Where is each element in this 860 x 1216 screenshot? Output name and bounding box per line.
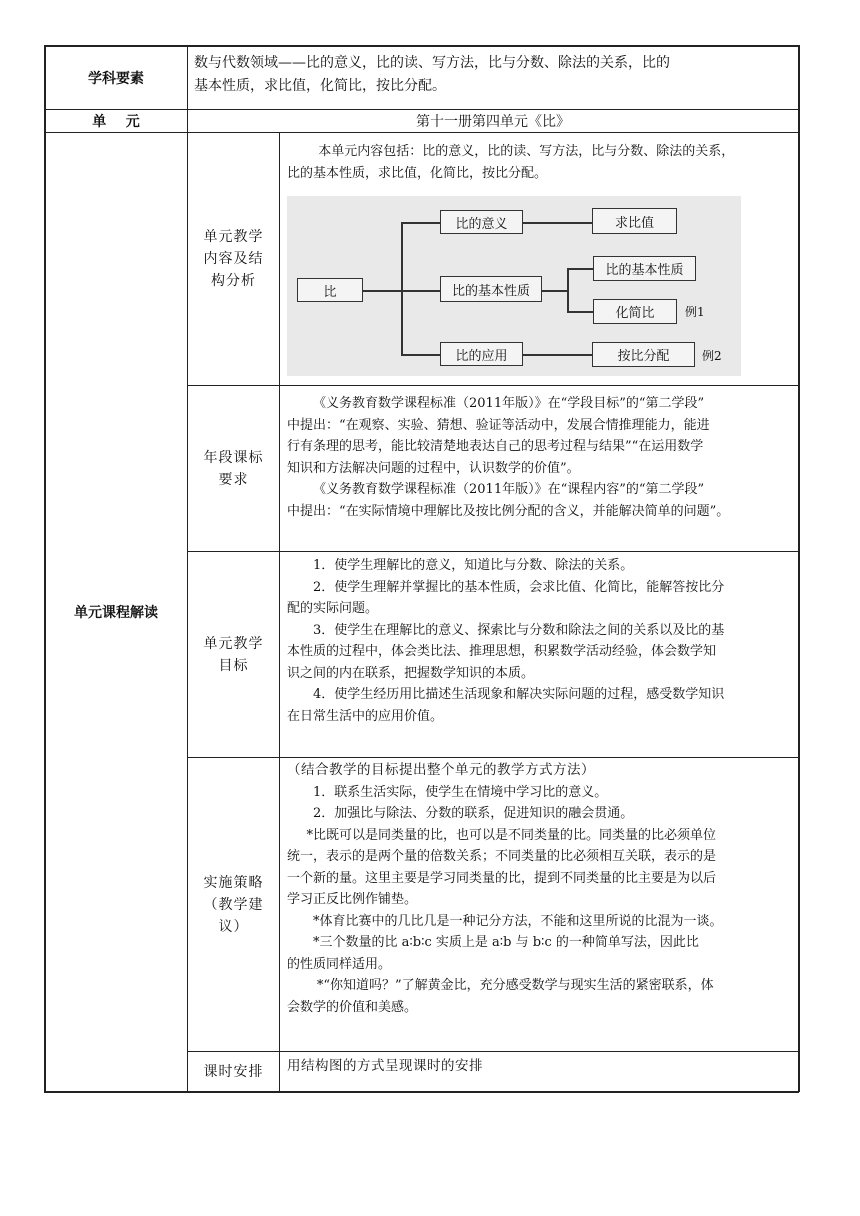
objective-4-line-1: 4．使学生经历用比描述生活现象和解决实际问题的过程，感受数学知识 [313, 687, 725, 702]
diagram-basic-property-box: 比的基本性质 [440, 276, 542, 302]
objectives-label-line-1: 单元教学 [203, 635, 264, 652]
objective-2-line-1: 2．使学生理解并掌握比的基本性质，会求比值、化简比，能解答按比分 [313, 579, 725, 595]
standards-p1-line-1: 《义务教育数学课程标准（2011年版）》在“学段目标”的“第二学段” [313, 396, 705, 411]
standards-p1-line-4: 知识和方法解决问题的过程中，认识数学的价值”。 [287, 460, 580, 476]
diagram-distribute-box: 按比分配 [592, 342, 695, 367]
diagram-connector [522, 222, 592, 224]
diagram-connector [567, 268, 593, 270]
strategy-3-line-2: 统一，表示的是两个量的倍数关系；不同类量的比必须相互关联，表示的是 [287, 849, 717, 864]
strategy-intro: （结合教学的目标提出整个单元的教学方式方法） [287, 762, 595, 778]
border-bottom [44, 1091, 799, 1093]
unit-content: 第十一册第四单元《比》 [416, 114, 570, 130]
diagram-basic-property-sub-box: 比的基本性质 [593, 256, 696, 281]
diagram-connector [522, 354, 592, 356]
strategy-2: 2．加强比与除法、分数的联系，促进知识的融会贯通。 [313, 806, 634, 821]
objective-2-line-2: 配的实际问题。 [287, 601, 379, 616]
strategy-5-line-2: 的性质同样适用。 [287, 956, 392, 972]
objective-4-line-2: 在日常生活中的应用价值。 [287, 708, 444, 724]
schedule-label: 课时安排 [203, 1063, 264, 1080]
diagram-meaning-box: 比的意义 [440, 210, 523, 234]
unit-interpretation-label: 单元课程解读 [74, 605, 158, 621]
strategy-label-line-2: （教学建 [203, 896, 264, 913]
strategy-6-line-1: *“你知道吗？”了解黄金比，充分感受数学与现实生活的紧密联系，体 [316, 978, 714, 993]
diagram-connector [401, 354, 441, 356]
diagram-application-box: 比的应用 [440, 342, 523, 366]
standards-text [287, 393, 797, 522]
subject-elements-line-1: 数与代数领域——比的意义，比的读、写方法，比与分数、除法的关系，比的 [194, 55, 670, 71]
col-divider-2 [279, 132, 280, 1092]
subject-elements-label: 学科要素 [88, 70, 144, 87]
diagram-connector [542, 290, 567, 292]
strategy-6-line-2: 会数学的价值和美感。 [287, 999, 418, 1015]
standards-label [188, 386, 279, 551]
strategy-4: *体育比赛中的几比几是一种记分方法，不能和这里所说的比混为一谈。 [313, 913, 723, 929]
standards-p1-line-3: 行有条理的思考，能比较清楚地表达自己的思考过程与结果”“在运用数学 [287, 439, 704, 454]
diagram-connector [401, 222, 441, 224]
strategy-label-line-3: 议） [218, 918, 249, 935]
strategy-text [287, 760, 795, 1018]
strategy-label-line-1: 实施策略 [203, 874, 264, 891]
diagram-example-1: 例1 [685, 305, 705, 319]
content-structure-label-line-3: 构分析 [211, 273, 256, 289]
diagram-example-2: 例2 [702, 349, 722, 363]
subject-elements-line-2: 基本性质，求比值，化简比，按比分配。 [194, 78, 446, 94]
diagram-simplify-box: 化简比 [593, 299, 677, 324]
strategy-3-line-1: *比既可以是同类量的比，也可以是不同类量的比。同类量的比必须单位 [306, 827, 717, 843]
objectives-text [287, 555, 793, 727]
objective-1: 1．使学生理解比的意义，知道比与分数、除法的关系。 [313, 558, 634, 573]
structure-diagram [287, 196, 741, 376]
content-structure-text [287, 141, 793, 184]
standards-label-line-2: 要求 [218, 471, 249, 488]
strategy-3-line-4: 学习正反比例作铺垫。 [287, 892, 418, 907]
standards-p2-line-2: 中提出：“在实际情境中理解比及按比例分配的含义，并能解决简单的问题”。 [287, 503, 730, 519]
content-structure-para-line-2: 比的基本性质，求比值，化简比，按比分配。 [287, 165, 548, 181]
diagram-connector [401, 222, 403, 354]
content-structure-label-line-1: 单元教学 [203, 229, 264, 245]
diagram-root-box: 比 [297, 278, 363, 302]
objective-3-line-3: 识之间的内在联系，把握数学知识的本质。 [287, 665, 535, 681]
strategy-3-line-3: 一个新的量。这里主要是学习同类量的比，提到不同类量的比主要是为以后 [287, 870, 717, 886]
content-structure-label [188, 133, 279, 385]
strategy-5-line-1: *三个数量的比 a∶b∶c 实质上是 a∶b 与 b∶c 的一种简单写法，因此比 [313, 935, 699, 950]
objectives-label [188, 552, 279, 757]
standards-p1-line-2: 中提出：“在观察、实验、猜想、验证等活动中，发展合情推理能力，能进 [287, 417, 710, 433]
strategy-label [188, 758, 279, 1051]
standards-label-line-1: 年段课标 [203, 449, 264, 466]
subject-elements-content [194, 52, 794, 98]
diagram-connector [567, 268, 569, 311]
standards-p2-line-1: 《义务教育数学课程标准（2011年版）》在“课程内容”的“第二学段” [313, 482, 705, 497]
content-structure-para-line-1: 本单元内容包括：比的意义，比的读、写方法，比与分数、除法的关系， [318, 144, 735, 159]
diagram-connector [567, 311, 593, 313]
content-structure-label-line-2: 内容及结 [203, 251, 264, 267]
diagram-ratio-value-box: 求比值 [592, 208, 677, 234]
objectives-label-line-2: 目标 [218, 657, 249, 674]
objective-3-line-2: 本性质的过程中，体会类比法、推理思想，积累数学活动经验，体会数学知 [287, 644, 717, 659]
objective-3-line-1: 3．使学生在理解比的意义、探索比与分数和除法之间的关系以及比的基 [313, 622, 725, 638]
strategy-1: 1．联系生活实际，使学生在情境中学习比的意义。 [313, 784, 608, 800]
schedule-content: 用结构图的方式呈现课时的安排 [287, 1058, 483, 1074]
border-right [798, 45, 800, 1092]
unit-label: 单 元 [92, 114, 140, 130]
